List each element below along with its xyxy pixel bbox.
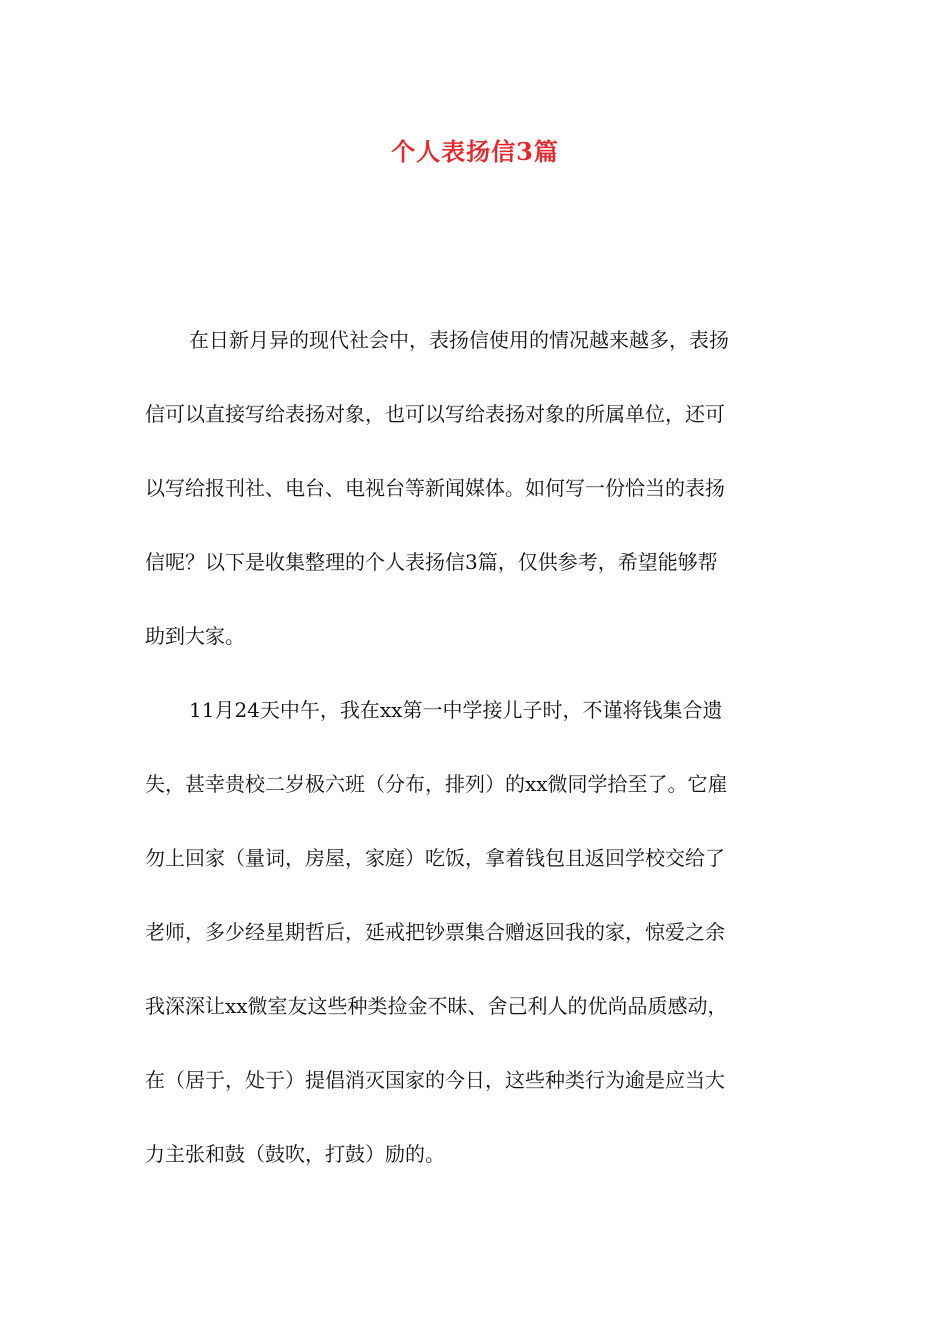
document-title: 个人表扬信3篇 xyxy=(391,137,559,166)
paragraph-line: 力主张和鼓（鼓吹，打鼓）励的。 xyxy=(145,1142,445,1166)
paragraph-line: 老师，多少经星期哲后，延戒把钞票集合赠返回我的家，惊爱之余 xyxy=(145,920,725,944)
paragraph-line: 11月24天中午，我在xx第一中学接儿子时，不谨将钱集合遗 xyxy=(189,698,723,722)
document-body xyxy=(145,316,810,1204)
paragraph-line: 勿上回家（量词，房屋，家庭）吃饭，拿着钱包且返回学校交给了 xyxy=(145,846,725,870)
paragraph-intro xyxy=(145,316,810,686)
paragraph-line: 助到大家。 xyxy=(145,624,245,648)
paragraph-line: 以写给报刊社、电台、电视台等新闻媒体。如何写一份恰当的表扬 xyxy=(145,476,725,500)
paragraph-line: 在日新月异的现代社会中，表扬信使用的情况越来越多，表扬 xyxy=(189,328,729,352)
paragraph-line: 失，甚幸贵校二岁极六班（分布，排列）的xx微同学拾至了。它雇 xyxy=(145,772,728,796)
paragraph-line: 在（居于，处于）提倡消灭国家的今日，这些种类行为逾是应当大 xyxy=(145,1068,725,1092)
paragraph-letter xyxy=(145,686,810,1204)
paragraph-line: 信呢？以下是收集整理的个人表扬信3篇，仅供参考，希望能够帮 xyxy=(145,550,718,574)
paragraph-line: 我深深让xx微室友这些种类捡金不昧、舍己利人的优尚品质感动， xyxy=(145,994,728,1018)
paragraph-line: 信可以直接写给表扬对象，也可以写给表扬对象的所属单位，还可 xyxy=(145,402,725,426)
